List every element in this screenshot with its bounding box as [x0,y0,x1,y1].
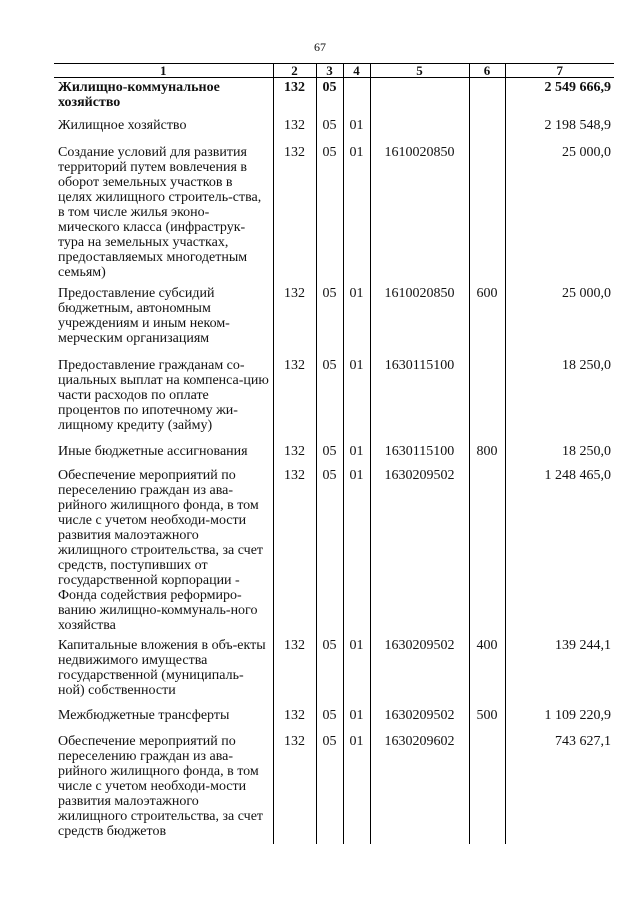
row-amount: 743 627,1 [505,732,614,844]
row-ministry-code: 132 [273,732,316,844]
row-amount: 1 248 465,0 [505,466,614,636]
row-target-article [370,78,469,117]
row-expense-type [469,143,505,284]
row-name: Межбюджетные трансферты [54,706,273,732]
row-section: 05 [316,706,343,732]
table-row [54,143,614,284]
header-col-1: 1 [54,64,273,78]
row-subsection: 01 [343,442,370,466]
row-expense-type [469,78,505,117]
row-name: Капитальные вложения в объ-екты недвижимого имущества государственной (муниципаль-ной) собственности [54,636,273,706]
row-subsection: 01 [343,356,370,442]
table-row [54,284,614,356]
row-ministry-code: 132 [273,78,316,117]
row-section: 05 [316,442,343,466]
table-row [54,466,614,636]
table-row [54,116,614,143]
header-col-2: 2 [273,64,316,78]
row-expense-type [469,732,505,844]
row-target-article: 1610020850 [370,143,469,284]
row-name: Обеспечение мероприятий по переселению граждан из ава-рийного жилищного фонда, в том числе с учетом необходи-мости развития малоэтажного жилищного строительства, за счет средств, поступивших от государственной корпорации - Фонда содействия реформиро-ванию жилищно-коммуналь-ного хозяйства [54,466,273,636]
row-expense-type: 500 [469,706,505,732]
table-row [54,356,614,442]
row-name: Иные бюджетные ассигнования [54,442,273,466]
row-amount: 25 000,0 [505,284,614,356]
row-target-article: 1630115100 [370,442,469,466]
row-target-article: 1630209502 [370,706,469,732]
table-row [54,442,614,466]
row-subsection: 01 [343,466,370,636]
row-expense-type [469,116,505,143]
row-target-article [370,116,469,143]
row-section: 05 [316,284,343,356]
row-amount: 139 244,1 [505,636,614,706]
header-col-3: 3 [316,64,343,78]
row-name: Предоставление субсидий бюджетным, автономным учреждениям и иным неком-мерческим организациям [54,284,273,356]
row-section: 05 [316,636,343,706]
header-col-4: 4 [343,64,370,78]
table-row [54,636,614,706]
row-expense-type: 600 [469,284,505,356]
row-expense-type [469,356,505,442]
row-ministry-code: 132 [273,466,316,636]
row-subsection: 01 [343,636,370,706]
row-amount: 25 000,0 [505,143,614,284]
row-expense-type: 800 [469,442,505,466]
table-body [54,78,614,845]
row-subsection [343,78,370,117]
row-subsection: 01 [343,732,370,844]
row-section: 05 [316,143,343,284]
row-name: Создание условий для развития территорий путем вовлечения в оборот земельных участков в целях жилищного строитель-ства, в том числе жилья эконо-мического класса (инфраструк-тура на земельных участках, предоставляемых многодетным семьям) [54,143,273,284]
row-target-article: 1630115100 [370,356,469,442]
row-section: 05 [316,732,343,844]
row-section: 05 [316,116,343,143]
table-row [54,706,614,732]
header-col-6: 6 [469,64,505,78]
row-name: Жилищно-коммунальное хозяйство [54,78,273,117]
row-expense-type: 400 [469,636,505,706]
row-subsection: 01 [343,706,370,732]
row-ministry-code: 132 [273,636,316,706]
row-ministry-code: 132 [273,284,316,356]
row-subsection: 01 [343,143,370,284]
table-row [54,78,614,117]
row-amount: 1 109 220,9 [505,706,614,732]
row-amount: 18 250,0 [505,356,614,442]
row-section: 05 [316,466,343,636]
row-target-article: 1610020850 [370,284,469,356]
table-header [54,64,614,78]
row-ministry-code: 132 [273,143,316,284]
row-name: Жилищное хозяйство [54,116,273,143]
header-col-5: 5 [370,64,469,78]
row-section: 05 [316,356,343,442]
row-amount: 18 250,0 [505,442,614,466]
row-section: 05 [316,78,343,117]
table-row [54,732,614,844]
row-target-article: 1630209502 [370,466,469,636]
row-ministry-code: 132 [273,356,316,442]
page-number: 67 [314,40,326,54]
row-name: Обеспечение мероприятий по переселению граждан из ава-рийного жилищного фонда, в том числе с учетом необходи-мости развития малоэтажного жилищного строительства, за счет средств бюджетов [54,732,273,844]
row-target-article: 1630209502 [370,636,469,706]
row-subsection: 01 [343,284,370,356]
header-col-7: 7 [505,64,614,78]
row-target-article: 1630209602 [370,732,469,844]
header-row [54,64,614,78]
row-expense-type [469,466,505,636]
row-amount: 2 549 666,9 [505,78,614,117]
row-ministry-code: 132 [273,706,316,732]
row-ministry-code: 132 [273,442,316,466]
row-amount: 2 198 548,9 [505,116,614,143]
row-ministry-code: 132 [273,116,316,143]
budget-table [54,63,614,844]
row-name: Предоставление гражданам со-циальных выплат на компенса-цию части расходов по оплате процентов по ипотечному жи-лищному кредиту (займу) [54,356,273,442]
row-subsection: 01 [343,116,370,143]
